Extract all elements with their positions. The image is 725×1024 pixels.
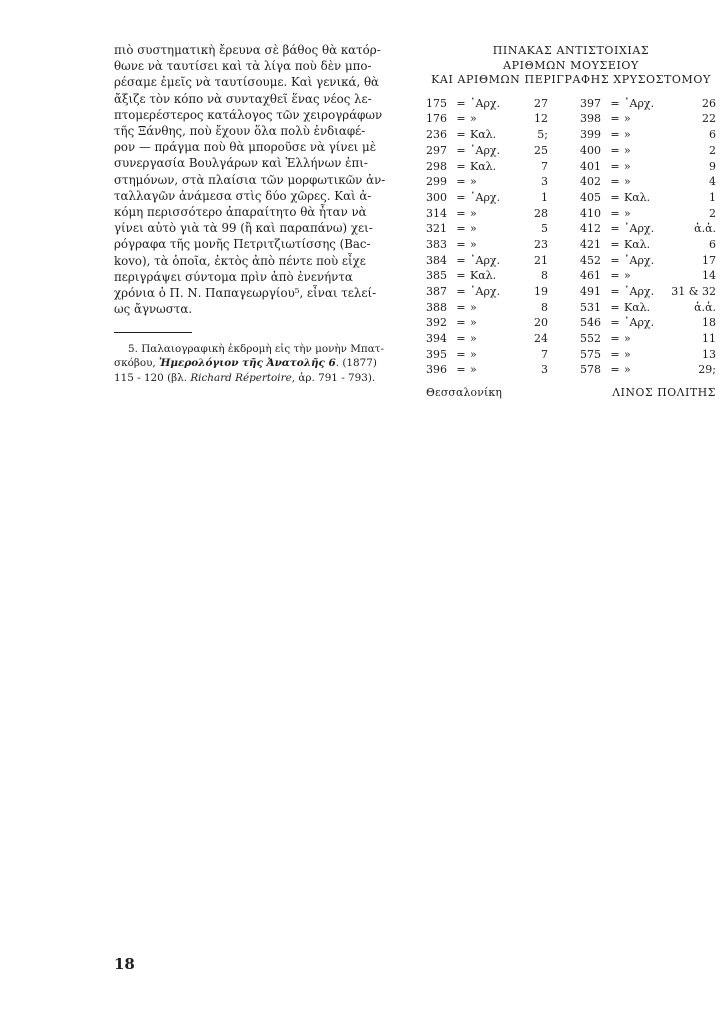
- body-text: [114, 42, 398, 317]
- table-title-line: ΑΡΙΘΜΩΝ ΜΟΥΣΕΙΟΥ: [503, 58, 639, 72]
- table-cell-src: Καλ.: [470, 159, 497, 173]
- table-cell-src: »: [624, 347, 631, 361]
- table-cell-src: ᾿Αρχ.: [470, 285, 501, 299]
- table-cell-num: 297: [426, 143, 447, 157]
- table-cell-num: 395: [426, 347, 447, 361]
- table-cell-src: »: [470, 363, 477, 377]
- table-cell-src: ᾿Αρχ.: [624, 222, 655, 236]
- table-cell-val: 26: [702, 96, 716, 110]
- table-cell-num: 546: [580, 316, 601, 330]
- table-cell-val: 11: [702, 332, 716, 346]
- table-cell-eq: =: [456, 206, 466, 220]
- table-cell-num: 552: [580, 332, 601, 346]
- table-cell-val: 6: [709, 128, 716, 142]
- body-text-line: ρον — πράγμα ποὺ θὰ μποροῦσε νὰ γίνει μὲ: [114, 140, 377, 155]
- table-cell-src: »: [470, 112, 477, 126]
- footnote-text: ἀρ. 791 - 793).: [295, 371, 376, 384]
- table-cell-eq: =: [610, 206, 620, 220]
- table-cell-src: »: [624, 159, 631, 173]
- table-cell-val: 19: [534, 285, 548, 299]
- table-row: [426, 111, 562, 127]
- table-cell-num: 405: [580, 190, 601, 204]
- table-row: [580, 159, 716, 175]
- table-cell-eq: =: [610, 96, 620, 110]
- table-cell-num: 398: [580, 112, 601, 126]
- table-cell-src: »: [624, 112, 631, 126]
- body-text-line: πτομερέστερος κατάλογος τῶν χειρογράφων: [114, 107, 383, 122]
- table-cell-num: 384: [426, 253, 447, 267]
- table-cell-val: 22: [702, 112, 716, 126]
- table-cell-num: 401: [580, 159, 601, 173]
- table-cell-eq: =: [610, 300, 620, 314]
- table-cell-src: »: [624, 206, 631, 220]
- body-text-line: χρόνια ὁ Π. Ν. Παπαγεωργίου⁵, εἶναι τελεί-: [114, 286, 377, 301]
- table-cell-eq: =: [456, 175, 466, 189]
- table-cell-src: Καλ.: [624, 237, 651, 251]
- footnote-text: σκόβου,: [114, 357, 160, 370]
- table-cell-eq: =: [610, 363, 620, 377]
- table-title: [426, 44, 716, 88]
- footnote-line: [114, 342, 400, 356]
- table-cell-num: 397: [580, 96, 601, 110]
- table-row: [426, 331, 562, 347]
- table-cell-src: »: [624, 128, 631, 142]
- correspondence-table: [426, 44, 716, 399]
- table-row: [580, 111, 716, 127]
- table-row: [426, 143, 562, 159]
- table-row: [426, 347, 562, 363]
- table-row: [426, 253, 562, 269]
- table-cell-eq: =: [610, 143, 620, 157]
- table-cell-val: 8: [541, 300, 548, 314]
- table-column-right: [580, 96, 716, 378]
- table-cell-val: 3: [541, 363, 548, 377]
- page-number: 18: [114, 955, 135, 973]
- table-cell-src: »: [470, 316, 477, 330]
- table-cell-val: ἁ.ἁ.: [694, 222, 716, 236]
- table-cell-src: »: [470, 206, 477, 220]
- table-row: [580, 331, 716, 347]
- table-cell-eq: =: [456, 269, 466, 283]
- table-cell-num: 402: [580, 175, 601, 189]
- table-cell-eq: =: [610, 316, 620, 330]
- table-cell-eq: =: [456, 347, 466, 361]
- footnote-text: . (1877): [335, 357, 377, 370]
- table-cell-src: »: [624, 332, 631, 346]
- table-cell-num: 392: [426, 316, 447, 330]
- footnote-line: [114, 356, 400, 370]
- table-cell-eq: =: [456, 300, 466, 314]
- table-cell-num: 388: [426, 300, 447, 314]
- table-cell-val: 29;: [698, 363, 716, 377]
- table-row: [580, 221, 716, 237]
- table-cell-eq: =: [610, 222, 620, 236]
- table-cell-val: 31 & 32: [671, 285, 716, 299]
- table-cell-val: 25: [534, 143, 548, 157]
- table-cell-num: 461: [580, 269, 601, 283]
- table-cell-num: 452: [580, 253, 601, 267]
- body-text-line: κόμη περισσότερο ἀπαραίτητο θὰ ἦταν νὰ: [114, 205, 367, 220]
- table-cell-eq: =: [456, 143, 466, 157]
- table-cell-eq: =: [456, 237, 466, 251]
- table-cell-eq: =: [456, 222, 466, 236]
- table-cell-src: Καλ.: [470, 269, 497, 283]
- table-cell-num: 300: [426, 190, 447, 204]
- table-row: [426, 221, 562, 237]
- table-cell-num: 421: [580, 237, 601, 251]
- table-row: [580, 237, 716, 253]
- table-cell-eq: =: [456, 112, 466, 126]
- table-row: [580, 143, 716, 159]
- table-cell-val: 2: [709, 206, 716, 220]
- body-text-line: πιὸ συστηματικὴ ἔρευνα σὲ βάθος θὰ κατόρ-: [114, 43, 381, 57]
- table-cell-val: 1: [709, 190, 716, 204]
- table-row: [426, 300, 562, 316]
- table-cell-num: 399: [580, 128, 601, 142]
- table-row: [580, 347, 716, 363]
- table-cell-val: 1: [541, 190, 548, 204]
- table-cell-val: 23: [534, 237, 548, 251]
- table-cell-val: 24: [534, 332, 548, 346]
- body-text-line: τῆς Ξάνθης, ποὺ ἔχουν ὅλα πολὺ ἐνδιαφέ-: [114, 124, 366, 139]
- table-cell-eq: =: [610, 112, 620, 126]
- body-text-line: ως ἄγνωστα.: [114, 302, 193, 317]
- table-cell-val: 7: [541, 347, 548, 361]
- body-text-line: θωνε νὰ ταυτίσει καὶ τὰ λίγα ποὺ δὲν μπο-: [114, 59, 372, 74]
- table-cell-val: ἁ.ἁ.: [694, 300, 716, 314]
- table-cell-eq: =: [610, 190, 620, 204]
- footnote-journal-title: Ἡμερολόγιον τῆς Ἀνατολῆς 6: [159, 357, 336, 370]
- signature-row: [426, 386, 716, 399]
- table-row: [426, 190, 562, 206]
- table-row: [580, 300, 716, 316]
- table-row: [580, 315, 716, 331]
- table-cell-num: 396: [426, 363, 447, 377]
- body-text-line: στημόνων, στὰ πλαίσια τῶν μορφωτικῶν ἀν-: [114, 172, 386, 187]
- table-row: [580, 253, 716, 269]
- table-cell-val: 9: [709, 159, 716, 173]
- table-cell-eq: =: [456, 128, 466, 142]
- table-cell-src: »: [470, 347, 477, 361]
- table-row: [426, 127, 562, 143]
- table-row: [426, 174, 562, 190]
- table-cell-src: »: [470, 237, 477, 251]
- table-cell-val: 5;: [537, 128, 548, 142]
- table-row: [580, 127, 716, 143]
- table-cell-val: 8: [541, 269, 548, 283]
- table-cell-src: »: [470, 222, 477, 236]
- table-cell-num: 236: [426, 128, 447, 142]
- table-cell-src: ᾿Αρχ.: [470, 190, 501, 204]
- table-cell-eq: =: [610, 159, 620, 173]
- table-row: [580, 362, 716, 378]
- table-cell-num: 410: [580, 206, 601, 220]
- table-cell-val: 4: [709, 175, 716, 189]
- table-cell-src: Καλ.: [624, 190, 651, 204]
- table-cell-val: 18: [702, 316, 716, 330]
- table-cell-num: 314: [426, 206, 447, 220]
- table-cell-num: 175: [426, 96, 447, 110]
- table-cell-num: 394: [426, 332, 447, 346]
- table-cell-eq: =: [456, 159, 466, 173]
- table-column-left: [426, 96, 562, 378]
- table-cell-num: 383: [426, 237, 447, 251]
- footnote-reference: Richard Répertoire,: [190, 371, 296, 384]
- table-cell-num: 491: [580, 285, 601, 299]
- body-text-line: ρέσαμε ἐμεῖς νὰ ταυτίσουμε. Καὶ γενικά, θὰ: [114, 75, 380, 90]
- table-cell-num: 298: [426, 159, 447, 173]
- table-cell-src: »: [624, 175, 631, 189]
- table-cell-eq: =: [456, 332, 466, 346]
- table-cell-val: 27: [534, 96, 548, 110]
- table-row: [426, 237, 562, 253]
- table-cell-eq: =: [610, 285, 620, 299]
- table-row: [426, 268, 562, 284]
- table-cell-val: 3: [541, 175, 548, 189]
- table-row: [426, 362, 562, 378]
- body-text-line: συνεργασία Βουλγάρων καὶ Ἑλλήνων ἐπι-: [114, 156, 368, 171]
- table-cell-val: 7: [541, 159, 548, 173]
- table-cell-num: 387: [426, 285, 447, 299]
- table-row: [426, 159, 562, 175]
- signature-name: ΛΙΝΟΣ ΠΟΛΙΤΗΣ: [612, 386, 716, 400]
- table-row: [426, 284, 562, 300]
- table-cell-src: »: [470, 332, 477, 346]
- table-cell-eq: =: [610, 253, 620, 267]
- table-cell-eq: =: [456, 363, 466, 377]
- table-row: [580, 190, 716, 206]
- table-cell-src: ᾿Αρχ.: [470, 143, 501, 157]
- body-text-line: ρόγραφα τῆς μονῆς Πετριτζιωτίσσης (Bac-: [114, 237, 371, 252]
- table-cell-num: 299: [426, 175, 447, 189]
- table-row: [580, 284, 716, 300]
- footnote-text: 115 - 120 (βλ.: [114, 371, 191, 384]
- table-cell-eq: =: [610, 175, 620, 189]
- table-cell-eq: =: [456, 190, 466, 204]
- body-text-line: ἄξιζε τὸν κόπο νὰ συνταχθεῖ ἕνας νέος λε-: [114, 91, 372, 106]
- table-cell-val: 13: [702, 347, 716, 361]
- table-row: [580, 96, 716, 112]
- table-title-line: ΚΑΙ ΑΡΙΘΜΩΝ ΠΕΡΙΓΡΑΦΗΣ ΧΡΥΣΟΣΤΟΜΟΥ: [431, 73, 711, 87]
- table-cell-src: »: [624, 363, 631, 377]
- table-row: [426, 315, 562, 331]
- table-cell-num: 176: [426, 112, 447, 126]
- table-cell-val: 12: [534, 112, 548, 126]
- table-cell-src: ᾿Αρχ.: [470, 253, 501, 267]
- table-cell-eq: =: [610, 237, 620, 251]
- body-text-line: περιγράψει σύντομα πρὶν ἀπὸ ἐνενήντα: [114, 269, 353, 284]
- table-cell-eq: =: [610, 347, 620, 361]
- table-cell-num: 412: [580, 222, 601, 236]
- table-title-line: ΠΙΝΑΚΑΣ ΑΝΤΙΣΤΟΙΧΙΑΣ: [492, 44, 650, 57]
- table-cell-src: »: [470, 175, 477, 189]
- table-cell-eq: =: [456, 253, 466, 267]
- table-cell-src: ᾿Αρχ.: [624, 253, 655, 267]
- body-text-line: ταλλαγῶν ἀνάμεσα στὶς δύο χῶρες. Καὶ ἀ-: [114, 188, 372, 203]
- table-cell-eq: =: [456, 96, 466, 110]
- table-cell-eq: =: [610, 332, 620, 346]
- table-cell-val: 17: [702, 253, 716, 267]
- table-cell-src: Καλ.: [624, 300, 651, 314]
- table-row: [580, 174, 716, 190]
- table-cell-val: 5: [541, 222, 548, 236]
- signature-place: Θεσσαλονίκη: [426, 386, 503, 400]
- table-body: [426, 96, 716, 378]
- table-row: [580, 268, 716, 284]
- table-cell-val: 20: [534, 316, 548, 330]
- table-cell-eq: =: [456, 285, 466, 299]
- table-row: [426, 96, 562, 112]
- table-cell-val: 2: [709, 143, 716, 157]
- table-cell-num: 578: [580, 363, 601, 377]
- table-cell-val: 6: [709, 237, 716, 251]
- table-cell-src: ᾿Αρχ.: [470, 96, 501, 110]
- table-cell-val: 14: [702, 269, 716, 283]
- table-cell-num: 400: [580, 143, 601, 157]
- table-cell-num: 321: [426, 222, 447, 236]
- table-cell-eq: =: [610, 269, 620, 283]
- table-row: [426, 206, 562, 222]
- table-cell-eq: =: [610, 128, 620, 142]
- table-cell-src: ᾿Αρχ.: [624, 316, 655, 330]
- footnote: [114, 342, 400, 385]
- footnote-line: [114, 371, 400, 385]
- body-text-line: γίνει αὐτὸ γιὰ τὰ 99 (ἢ καὶ παραπάνω) χει-: [114, 221, 373, 236]
- table-cell-src: Καλ.: [470, 128, 497, 142]
- table-cell-val: 21: [534, 253, 548, 267]
- table-row: [580, 206, 716, 222]
- body-text-line: kovo), τὰ ὁποῖα, ἐκτὸς ἀπὸ πέντε ποὺ εἶχε: [114, 253, 366, 268]
- table-cell-val: 28: [534, 206, 548, 220]
- table-cell-src: ᾿Αρχ.: [624, 96, 655, 110]
- footnote-rule: [114, 332, 192, 333]
- table-cell-num: 531: [580, 300, 601, 314]
- table-cell-src: ᾿Αρχ.: [624, 285, 655, 299]
- table-cell-num: 575: [580, 347, 601, 361]
- table-cell-src: »: [470, 300, 477, 314]
- table-cell-num: 385: [426, 269, 447, 283]
- table-cell-src: »: [624, 269, 631, 283]
- table-cell-src: »: [624, 143, 631, 157]
- footnote-text: 5. Παλαιογραφικὴ ἐκδρομὴ εἰς τὴν μονὴν Μπατ-: [128, 343, 384, 355]
- table-cell-eq: =: [456, 316, 466, 330]
